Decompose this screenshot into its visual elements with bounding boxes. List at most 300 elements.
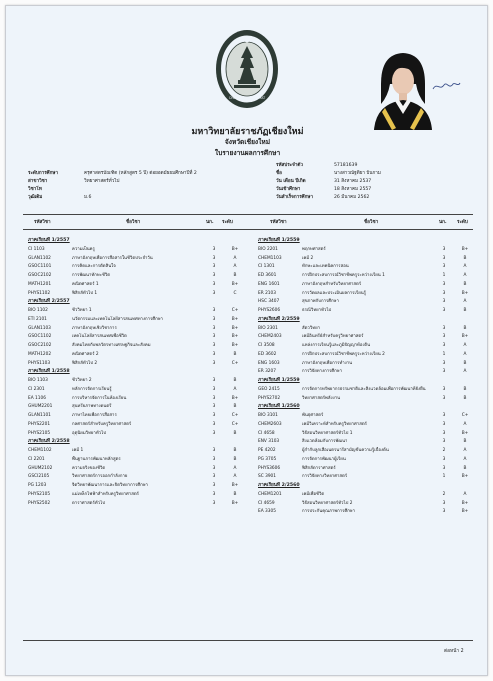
signature-stamp-icon [431, 80, 461, 92]
course-credits: 2 [442, 491, 446, 497]
course-grade: B [233, 456, 237, 462]
course-credits: 3 [442, 386, 446, 392]
course-code: CHEM2603 [258, 421, 282, 427]
course-name: วิทยาศาสตร์พลังงาน [302, 395, 341, 401]
course-grade: A [463, 299, 467, 305]
course-name: แหล่งการเรียนรู้และภูมิปัญญาท้องถิ่น [302, 343, 371, 348]
course-row [28, 491, 248, 500]
course-code: BIO 2201 [258, 246, 278, 252]
course-code: CI 1301 [258, 264, 275, 270]
course-code: PG 3705 [258, 456, 277, 462]
course-credits: 3 [442, 421, 446, 427]
course-name: ฟิสิกส์ทั่วไป 2 [72, 360, 98, 366]
course-code: CHEM2403 [258, 334, 282, 340]
course-credits: 3 [442, 430, 446, 436]
semester-heading [258, 482, 478, 491]
course-credits: 3 [442, 413, 446, 418]
course-name: การวิจัยทางการศึกษา [302, 369, 343, 375]
course-name: สุขภาพกับการศึกษา [302, 299, 339, 305]
course-name: สัตววิทยา [302, 325, 321, 331]
course-name: หลักการจัดการเรียนรู้ [72, 386, 112, 392]
semester-label: ภาคเรียนที่ 2/2558 [28, 439, 70, 445]
course-credits: 3 [442, 360, 446, 366]
course-name: เทคโนโลยีสารสนเทศเพื่อชีวิต [72, 334, 127, 340]
course-credits: 3 [212, 491, 216, 497]
course-row [258, 500, 478, 509]
course-code: PHYS2105 [28, 430, 51, 436]
course-credits: 3 [442, 395, 446, 401]
course-grade: B [233, 378, 237, 383]
course-row [258, 465, 478, 474]
course-credits: 3 [212, 404, 216, 410]
course-name: ภาษาอังกฤษเพื่อการทำงาน [302, 360, 353, 366]
course-row [28, 316, 248, 325]
semester-heading [28, 438, 248, 447]
course-code: EA 1106 [28, 395, 46, 401]
course-grade: B [463, 281, 467, 287]
course-code: PHYS2606 [258, 308, 281, 313]
course-row [28, 456, 248, 465]
info-label: รหัสประจำตัว [276, 163, 303, 168]
course-grade: B [233, 404, 237, 410]
course-row [28, 403, 248, 412]
course-row [258, 272, 478, 281]
course-credits: 3 [212, 290, 216, 296]
course-row [28, 290, 248, 299]
course-row [258, 508, 478, 517]
course-row [258, 491, 478, 500]
semester-heading [28, 298, 248, 307]
info-row [276, 194, 381, 202]
course-credits: 3 [212, 474, 216, 480]
course-grade: B+ [231, 483, 239, 488]
semester-label: ภาคเรียนที่ 1/2557 [28, 238, 70, 243]
course-credits: 3 [212, 273, 216, 278]
course-row [258, 456, 478, 465]
course-grade: A [463, 369, 467, 375]
course-row [28, 377, 248, 386]
course-grade: C+ [231, 413, 239, 418]
course-grade: B+ [231, 343, 239, 348]
course-row [258, 473, 478, 482]
semester-heading [258, 403, 478, 412]
course-row [28, 473, 248, 482]
course-code: ENG 1603 [258, 360, 280, 366]
course-credits: 3 [442, 343, 446, 348]
document-title: ใบรายงานผลการศึกษา [214, 149, 281, 157]
course-code: GLAN1102 [28, 255, 51, 261]
course-code: BIO 1103 [28, 378, 48, 383]
course-row [28, 333, 248, 342]
course-row [28, 465, 248, 474]
course-grade: B [463, 395, 467, 401]
course-code: PHYS2502 [28, 500, 51, 506]
course-credits: 3 [442, 369, 446, 375]
admission-date: 18 สิงหาคม 2557 [334, 187, 372, 192]
course-name: การบริหารจัดการในห้องเรียน [72, 395, 127, 401]
semester-heading [258, 316, 478, 325]
course-code: BIO 3101 [258, 413, 278, 418]
course-credits: 3 [442, 281, 446, 287]
header-name-left: ชื่อวิชา [126, 220, 141, 225]
course-credits: 3 [212, 255, 216, 261]
course-code: GSCI2105 [28, 474, 50, 480]
course-credits: 3 [212, 395, 216, 401]
svg-text:CHIANG MAI RAJABHAT: CHIANG MAI RAJABHAT [228, 96, 266, 100]
course-grade: B [463, 465, 467, 471]
semester-heading [258, 377, 478, 386]
header-grade-left: ระดับ [222, 220, 233, 225]
course-credits: 3 [442, 509, 446, 515]
course-name: ความจริงของชีวิต [72, 465, 106, 471]
course-grade: A [463, 491, 467, 497]
course-code: ENG 1601 [258, 281, 280, 287]
course-row [28, 307, 248, 316]
course-code: CI 1103 [28, 246, 45, 252]
course-name: อุตุนิยมวิทยาทั่วไป [72, 430, 106, 436]
course-code: CHEM1102 [28, 448, 52, 453]
course-row [258, 263, 478, 272]
course-column-right [258, 237, 478, 517]
course-grade: B+ [231, 395, 239, 401]
course-row [28, 395, 248, 404]
header-name-right: ชื่อวิชา [364, 220, 379, 225]
course-row [258, 351, 478, 360]
course-name: วิธีสอนวิทยาศาสตร์ทั่วไป 1 [302, 430, 353, 436]
course-grade: B [463, 255, 467, 261]
semester-heading [28, 368, 248, 377]
course-name: ฟิสิกส์ทั่วไป 1 [72, 290, 98, 296]
course-code: ED 3601 [258, 273, 277, 278]
course-name: การวัดผลและประเมินผลการเรียนรู้ [302, 290, 366, 296]
course-grade: B+ [461, 430, 469, 436]
course-credits: 3 [442, 500, 446, 506]
semester-label: ภาคเรียนที่ 2/2557 [28, 299, 70, 305]
course-credits: 1 [442, 273, 446, 278]
course-row [258, 438, 478, 447]
university-seal-icon [214, 28, 280, 110]
course-grade: B+ [231, 500, 239, 506]
info-row [276, 178, 381, 186]
course-code: GLAN1101 [28, 413, 51, 418]
course-grade: A [463, 456, 467, 462]
course-row [28, 500, 248, 509]
course-credits: 3 [442, 246, 446, 252]
course-code: HSC 3407 [258, 299, 280, 305]
course-row [258, 325, 478, 334]
course-grade: A [463, 264, 467, 270]
course-name: เคมี 2 [302, 255, 314, 261]
course-name: ภาษาอังกฤษเชิงวิชาการ [72, 325, 117, 331]
course-row [28, 351, 248, 360]
semester-label: ภาคเรียนที่ 1/2559 [258, 378, 300, 383]
course-grade: B+ [461, 290, 469, 296]
course-code: GSOC1101 [28, 264, 52, 270]
course-row [258, 290, 478, 299]
course-credits: 3 [442, 264, 446, 270]
course-name: พื้นฐานการพัฒนาหลักสูตร [72, 456, 121, 462]
student-photo [372, 48, 434, 130]
course-row [28, 412, 248, 421]
course-row [28, 263, 248, 272]
course-credits: 3 [442, 308, 446, 313]
course-name: การฝึกประสบการณ์วิชาชีพครูระหว่างเรียน 2 [302, 351, 385, 357]
course-code: ER 3207 [258, 369, 277, 375]
course-grade: A [463, 273, 467, 278]
course-code: SC 3901 [258, 474, 277, 480]
info-label: ระดับการศึกษา [28, 171, 58, 176]
course-name: ผู้กำกับลูกเสือเนตรนารีสามัญขั้นความรู้เบื้องต้น [302, 448, 389, 453]
info-label: วันสำเร็จการศึกษา [276, 195, 313, 200]
semester-label: ภาคเรียนที่ 2/2559 [258, 316, 300, 322]
info-label: วุฒิเดิม [28, 195, 43, 200]
course-code: GSOC2102 [28, 273, 52, 278]
course-code: CI 2301 [28, 386, 45, 392]
student-info-right [276, 162, 381, 202]
course-grade: B [233, 273, 237, 278]
info-row [28, 170, 197, 178]
course-credits: 3 [212, 448, 216, 453]
course-code: PHYS2201 [28, 421, 51, 427]
course-code: ENV 3103 [258, 439, 280, 445]
course-name: จิตวิทยาพัฒนาการและจิตวิทยาการศึกษา [72, 483, 148, 488]
course-name: คณิตศาสตร์ 2 [72, 351, 99, 357]
course-row [28, 447, 248, 456]
course-row [258, 246, 478, 255]
course-code: MATH1201 [28, 281, 52, 287]
course-grade: A [463, 421, 467, 427]
course-grade: A [463, 343, 467, 348]
semester-label: ภาคเรียนที่ 1/2560 [258, 404, 300, 410]
info-label: ชื่อ [276, 171, 282, 176]
course-code: PHYS2105 [28, 491, 51, 497]
course-row [28, 482, 248, 491]
course-name: พฤกษศาสตร์ [302, 246, 326, 252]
course-credits: 3 [212, 413, 216, 418]
course-grade: C+ [231, 421, 239, 427]
course-code: PE 4202 [258, 448, 276, 453]
course-name: สุนทรียภาพทางดนตรี [72, 404, 112, 410]
course-name: เคมีวิเคราะห์สำหรับครูวิทยาศาสตร์ [302, 421, 367, 427]
course-code: PHYS3606 [258, 465, 281, 471]
course-name: พันธุศาสตร์ [302, 413, 324, 418]
footer-rule [23, 640, 473, 641]
course-grade: B+ [231, 281, 239, 287]
course-credits: 3 [212, 264, 216, 270]
course-name: วิธีสอนวิทยาศาสตร์ทั่วไป 2 [302, 500, 353, 506]
course-grade: A [463, 351, 467, 357]
course-row [258, 412, 478, 421]
course-row [258, 421, 478, 430]
course-grade: B+ [231, 325, 239, 331]
course-credits: 1 [442, 474, 446, 480]
header-grade-right: ระดับ [457, 220, 468, 225]
course-credits: 3 [212, 378, 216, 383]
semester-label: ภาคเรียนที่ 1/2558 [28, 369, 70, 375]
course-code: PHYS1102 [28, 290, 51, 296]
course-credits: 3 [442, 299, 446, 305]
course-grade: B [233, 430, 237, 436]
semester-heading [258, 237, 478, 246]
course-credits: 3 [212, 386, 216, 392]
course-code: BIO 2301 [258, 325, 278, 331]
course-code: ED 3602 [258, 351, 277, 357]
header-code-right: รหัสวิชา [270, 220, 287, 225]
course-code: GHUM2102 [28, 465, 53, 471]
course-row [258, 360, 478, 369]
course-row [258, 255, 478, 264]
previous-qualification: ม.6 [84, 195, 92, 200]
info-label: วันเข้าศึกษา [276, 187, 301, 192]
course-grade: B+ [231, 246, 239, 252]
course-credits: 3 [212, 465, 216, 471]
course-credits: 2 [442, 448, 446, 453]
province-name: จังหวัดเชียงใหม่ [224, 138, 271, 146]
course-credits: 3 [212, 334, 216, 340]
course-name: ชีววิทยา 2 [72, 378, 92, 383]
course-grade: C [233, 290, 237, 296]
course-name: ชีววิทยา 1 [72, 308, 92, 313]
course-grade: B+ [461, 509, 469, 515]
course-code: GHUM2201 [28, 404, 53, 410]
course-grade: B [463, 325, 467, 331]
course-credits: 3 [212, 483, 216, 488]
course-grade: B [233, 351, 237, 357]
course-name: กลศาสตร์สำหรับครูวิทยาศาสตร์ [72, 421, 132, 427]
course-name: เคมี 1 [72, 448, 84, 453]
header-code-left: รหัสวิชา [34, 220, 51, 225]
major: วิทยาศาสตร์ทั่วไป [84, 179, 120, 184]
course-name: เคมีอินทรีย์สำหรับครูวิทยาศาสตร์ [302, 334, 364, 340]
course-grade: B+ [461, 334, 469, 340]
course-grade: B [463, 308, 467, 313]
header-credits-left: นก. [206, 220, 214, 225]
course-code: PHYS2702 [258, 395, 281, 401]
course-name: แม่เหล็กไฟฟ้าสำหรับครูวิทยาศาสตร์ [72, 491, 139, 497]
course-row [28, 281, 248, 290]
course-code: ETI 2101 [28, 316, 47, 322]
course-name: การจัดการพัฒนาผู้เรียน [302, 456, 346, 462]
university-name: มหาวิทยาลัยราชภัฏเชียงใหม่ [191, 127, 304, 137]
course-name: ความเป็นครู [72, 246, 95, 252]
course-code: EA 3305 [258, 509, 276, 515]
course-row [28, 421, 248, 430]
course-grade: A [233, 264, 237, 270]
course-name: วิทยาศาสตร์การออกกำลังกาย [72, 474, 128, 480]
course-row [258, 368, 478, 377]
course-name: ธรณีวิทยาทั่วไป [302, 308, 332, 313]
semester-heading [28, 237, 248, 246]
education-level: ครุศาสตรบัณฑิต (หลักสูตร 5 ปี) ต่อยอดมัธยมศึกษาปีที่ 2 [84, 171, 197, 176]
transcript-page [5, 5, 488, 676]
course-grade: B+ [231, 334, 239, 340]
course-row [258, 395, 478, 404]
course-row [28, 325, 248, 334]
course-credits: 3 [442, 325, 446, 331]
course-grade: A [233, 465, 237, 471]
course-row [258, 447, 478, 456]
course-code: GSOC2102 [28, 343, 52, 348]
course-row [28, 272, 248, 281]
header-bottom-rule [23, 229, 473, 230]
course-grade: A [233, 255, 237, 261]
course-row [258, 430, 478, 439]
course-grade: B+ [461, 500, 469, 506]
course-credits: 1 [442, 351, 446, 357]
course-row [28, 386, 248, 395]
course-credits: 3 [212, 246, 216, 252]
course-row [258, 298, 478, 307]
course-name: การวิจัยทางวิทยาศาสตร์ [302, 474, 348, 480]
course-credits: 3 [442, 334, 446, 340]
course-row [28, 360, 248, 369]
info-row [28, 178, 197, 186]
course-code: ER 2103 [258, 290, 277, 296]
semester-label: ภาคเรียนที่ 1/2559 [258, 238, 300, 243]
semester-label: ภาคเรียนที่ 2/2560 [258, 483, 300, 488]
course-name: ทักษะและเทคนิคการสอน [302, 264, 349, 270]
course-credits: 3 [212, 421, 216, 427]
course-name: ฟิสิกส์ดาราศาสตร์ [302, 465, 336, 471]
header-top-rule [23, 214, 473, 215]
course-grade: B [463, 386, 467, 392]
course-code: MATH1202 [28, 351, 52, 357]
info-row [28, 186, 197, 194]
course-credits: 3 [212, 281, 216, 287]
course-row [258, 386, 478, 395]
course-grade: A [463, 448, 467, 453]
course-name: การจัดการทรัพยากรธรรมชาติและสิ่งแวดล้อมเพื่อการพัฒนาที่ยั่งยืน [302, 386, 426, 392]
birth-date: 31 สิงหาคม 2537 [334, 179, 372, 184]
info-label: วัน เดือน ปีเกิด [276, 179, 306, 184]
course-credits: 3 [212, 308, 216, 313]
course-grade: B+ [231, 316, 239, 322]
course-code: GLAN1103 [28, 325, 51, 331]
course-name: ภาษาอังกฤษเพื่อการสื่อสารในชีวิตประจำวัน [72, 255, 153, 261]
course-code: PHYS1103 [28, 360, 51, 366]
course-name: คณิตศาสตร์ 1 [72, 281, 99, 287]
course-grade: B [233, 448, 237, 453]
course-credits: 3 [442, 290, 446, 296]
info-row [276, 162, 381, 170]
course-credits: 3 [212, 360, 216, 366]
course-grade: B+ [461, 474, 469, 480]
course-code: CHEM1201 [258, 491, 282, 497]
course-code: CI 3508 [258, 343, 275, 348]
course-name: นวัตกรรมและเทคโนโลยีสารสนเทศทางการศึกษา [72, 316, 163, 322]
course-credits: 3 [212, 500, 216, 506]
course-credits: 3 [212, 456, 216, 462]
course-credits: 3 [442, 465, 446, 471]
course-credits: 3 [212, 325, 216, 331]
course-name: การประกันคุณภาพการศึกษา [302, 509, 356, 515]
course-name: การคิดและการตัดสินใจ [72, 264, 116, 270]
graduation-date: 26 มีนาคม 2562 [334, 195, 370, 200]
course-grade: C+ [461, 413, 469, 418]
course-row [28, 430, 248, 439]
header-credits-right: นก. [439, 220, 447, 225]
course-code: CI 4658 [258, 430, 275, 436]
info-row [276, 170, 381, 178]
info-row [28, 194, 197, 202]
course-credits: 3 [212, 343, 216, 348]
course-name: การพัฒนาทักษะชีวิต [72, 273, 111, 278]
student-name: นางสาวณัฐติยา ปันกาม [334, 171, 381, 176]
student-info-left [28, 170, 197, 202]
course-grade: B+ [461, 246, 469, 252]
course-code: BIO 1102 [28, 308, 48, 313]
course-code: PG 1203 [28, 483, 47, 488]
